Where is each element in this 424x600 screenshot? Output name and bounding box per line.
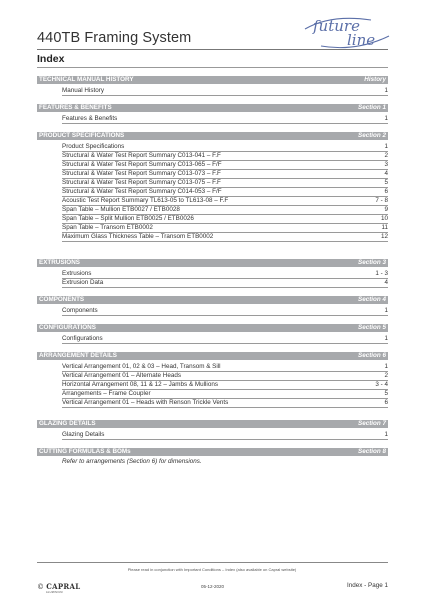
section-header-history bbox=[37, 76, 388, 84]
entry-label: Structural & Water Test Report Summary C013-065 – F/F bbox=[62, 161, 222, 168]
entry-label: Span Table – Mullion ETB0027 / ETB0028 bbox=[62, 206, 180, 213]
entry-page: 1 bbox=[384, 335, 388, 342]
section-tag: Section 2 bbox=[358, 132, 386, 139]
section-tag: Section 6 bbox=[358, 352, 386, 359]
entry-page: 1 bbox=[384, 431, 388, 438]
entry-label: Vertical Arrangement 01 – Heads with Renson Trickle Vents bbox=[62, 399, 229, 406]
entry-label: Configurations bbox=[62, 335, 103, 342]
entry-page: 9 bbox=[384, 206, 388, 213]
section-header-extrusions bbox=[37, 259, 388, 267]
entry-label: Structural & Water Test Report Summary C013-041 – F.F bbox=[62, 152, 221, 159]
entry-page: 1 bbox=[384, 363, 388, 370]
entry-label: Manual History bbox=[62, 87, 104, 94]
section-tag: Section 8 bbox=[358, 448, 386, 455]
entry-page: 11 bbox=[381, 224, 388, 231]
section-header-configurations bbox=[37, 324, 388, 332]
entry-label: Acoustic Test Report Summary TL613-05 to TL613-08 – F.F bbox=[62, 197, 229, 204]
section-tag: History bbox=[364, 76, 386, 83]
entry-label: Horizontal Arrangement 08, 11 & 12 – Jambs & Mullions bbox=[62, 381, 218, 388]
entry-label: Glazing Details bbox=[62, 431, 105, 438]
toc-entry[interactable] bbox=[62, 306, 388, 316]
entry-page: 1 bbox=[384, 87, 388, 94]
section-tag: Section 5 bbox=[358, 324, 386, 331]
document-title: 440TB Framing System bbox=[37, 30, 192, 46]
copyright-symbol: © bbox=[37, 583, 44, 591]
entry-page: 12 bbox=[380, 233, 388, 240]
arrangements-note: Refer to arrangements (Section 6) for dimensions. bbox=[62, 458, 202, 465]
footer-notice: Please read in conjunction with Important Conditions – Index (also available on Capral website) bbox=[127, 567, 297, 572]
entry-page: 3 bbox=[384, 161, 388, 168]
toc-entry[interactable] bbox=[62, 86, 388, 96]
toc-entry[interactable] bbox=[62, 430, 388, 440]
entry-page: 2 bbox=[384, 152, 388, 159]
section-name: COMPONENTS bbox=[39, 296, 85, 303]
capral-brand-sub: ALUMINIUM bbox=[46, 591, 63, 594]
title-divider bbox=[37, 49, 388, 50]
footer-divider bbox=[37, 562, 388, 563]
entry-label: Span Table – Split Mullion ETB0025 / ETB0026 bbox=[62, 215, 194, 222]
section-tag: Section 1 bbox=[358, 104, 386, 111]
section-name: FEATURES & BENEFITS bbox=[39, 104, 112, 111]
section-tag: Section 7 bbox=[358, 420, 386, 427]
section-name: CUTTING FORMULAS & BOMs bbox=[39, 448, 131, 455]
entry-page: 1 bbox=[384, 307, 388, 314]
section-header-glazing-details bbox=[37, 420, 388, 428]
entry-label: Span Table – Transom ETB0002 bbox=[62, 224, 153, 231]
index-divider bbox=[37, 67, 388, 68]
section-header-features bbox=[37, 104, 388, 112]
section-name: CONFIGURATIONS bbox=[39, 324, 96, 331]
logo-text-line: line bbox=[347, 31, 376, 49]
entry-label: Structural & Water Test Report Summary C013-075 – F.F bbox=[62, 179, 221, 186]
entry-label: Structural & Water Test Report Summary C013-073 – F.F bbox=[62, 170, 221, 177]
section-tag: Section 4 bbox=[358, 296, 386, 303]
section-header-components bbox=[37, 296, 388, 304]
entry-page: 6 bbox=[384, 188, 388, 195]
entry-label: Arrangements – Frame Coupler bbox=[62, 390, 151, 397]
index-heading: Index bbox=[37, 53, 65, 65]
toc-entry[interactable] bbox=[62, 278, 388, 288]
entry-page: 2 bbox=[384, 372, 388, 379]
page-number: Index - Page 1 bbox=[347, 582, 388, 589]
entry-page: 3 - 4 bbox=[375, 381, 388, 388]
section-header-arrangement-details bbox=[37, 352, 388, 360]
section-header-cutting-formulas bbox=[37, 448, 388, 456]
entry-label: Vertical Arrangement 01 – Alternate Heads bbox=[62, 372, 182, 379]
footer-date: 05-12-2020 bbox=[201, 584, 225, 589]
toc-entry[interactable] bbox=[62, 334, 388, 344]
entry-page: 5 bbox=[384, 179, 388, 186]
entry-page: 1 bbox=[384, 143, 388, 150]
entry-page: 7 - 8 bbox=[375, 197, 388, 204]
section-name: ARRANGEMENT DETAILS bbox=[39, 352, 117, 359]
section-name: PRODUCT SPECIFICATIONS bbox=[39, 132, 125, 139]
entry-page: 4 bbox=[384, 279, 388, 286]
entry-label: Vertical Arrangement 01, 02 & 03 – Head, Transom & Sill bbox=[62, 363, 221, 370]
entry-label: Structural & Water Test Report Summary C014-053 – F/F bbox=[62, 188, 222, 195]
capral-logo bbox=[37, 582, 81, 594]
entry-label: Extrusions bbox=[62, 270, 92, 277]
entry-page: 10 bbox=[380, 215, 388, 222]
futureline-logo bbox=[301, 10, 393, 50]
section-name: GLAZING DETAILS bbox=[39, 420, 96, 427]
entry-page: 5 bbox=[384, 390, 388, 397]
entry-label: Product Specifications bbox=[62, 143, 125, 150]
entry-label: Extrusion Data bbox=[62, 279, 104, 286]
entry-label: Maximum Glass Thickness Table – Transom ETB0002 bbox=[62, 233, 214, 240]
toc-entry[interactable] bbox=[62, 114, 388, 124]
entry-label: Features & Benefits bbox=[62, 115, 118, 122]
section-name: TECHNICAL MANUAL HISTORY bbox=[39, 76, 134, 83]
logo-text-future: future bbox=[313, 17, 360, 35]
entry-page: 1 bbox=[384, 115, 388, 122]
section-header-product-specifications bbox=[37, 132, 388, 140]
toc-entry[interactable] bbox=[62, 232, 388, 242]
section-tag: Section 3 bbox=[358, 259, 386, 266]
section-name: EXTRUSIONS bbox=[39, 259, 80, 266]
entry-page: 1 - 3 bbox=[375, 270, 388, 277]
entry-page: 6 bbox=[384, 399, 388, 406]
toc-entry[interactable] bbox=[62, 398, 388, 408]
entry-page: 4 bbox=[384, 170, 388, 177]
capral-brand: CAPRAL bbox=[46, 582, 81, 591]
entry-label: Components bbox=[62, 307, 98, 314]
